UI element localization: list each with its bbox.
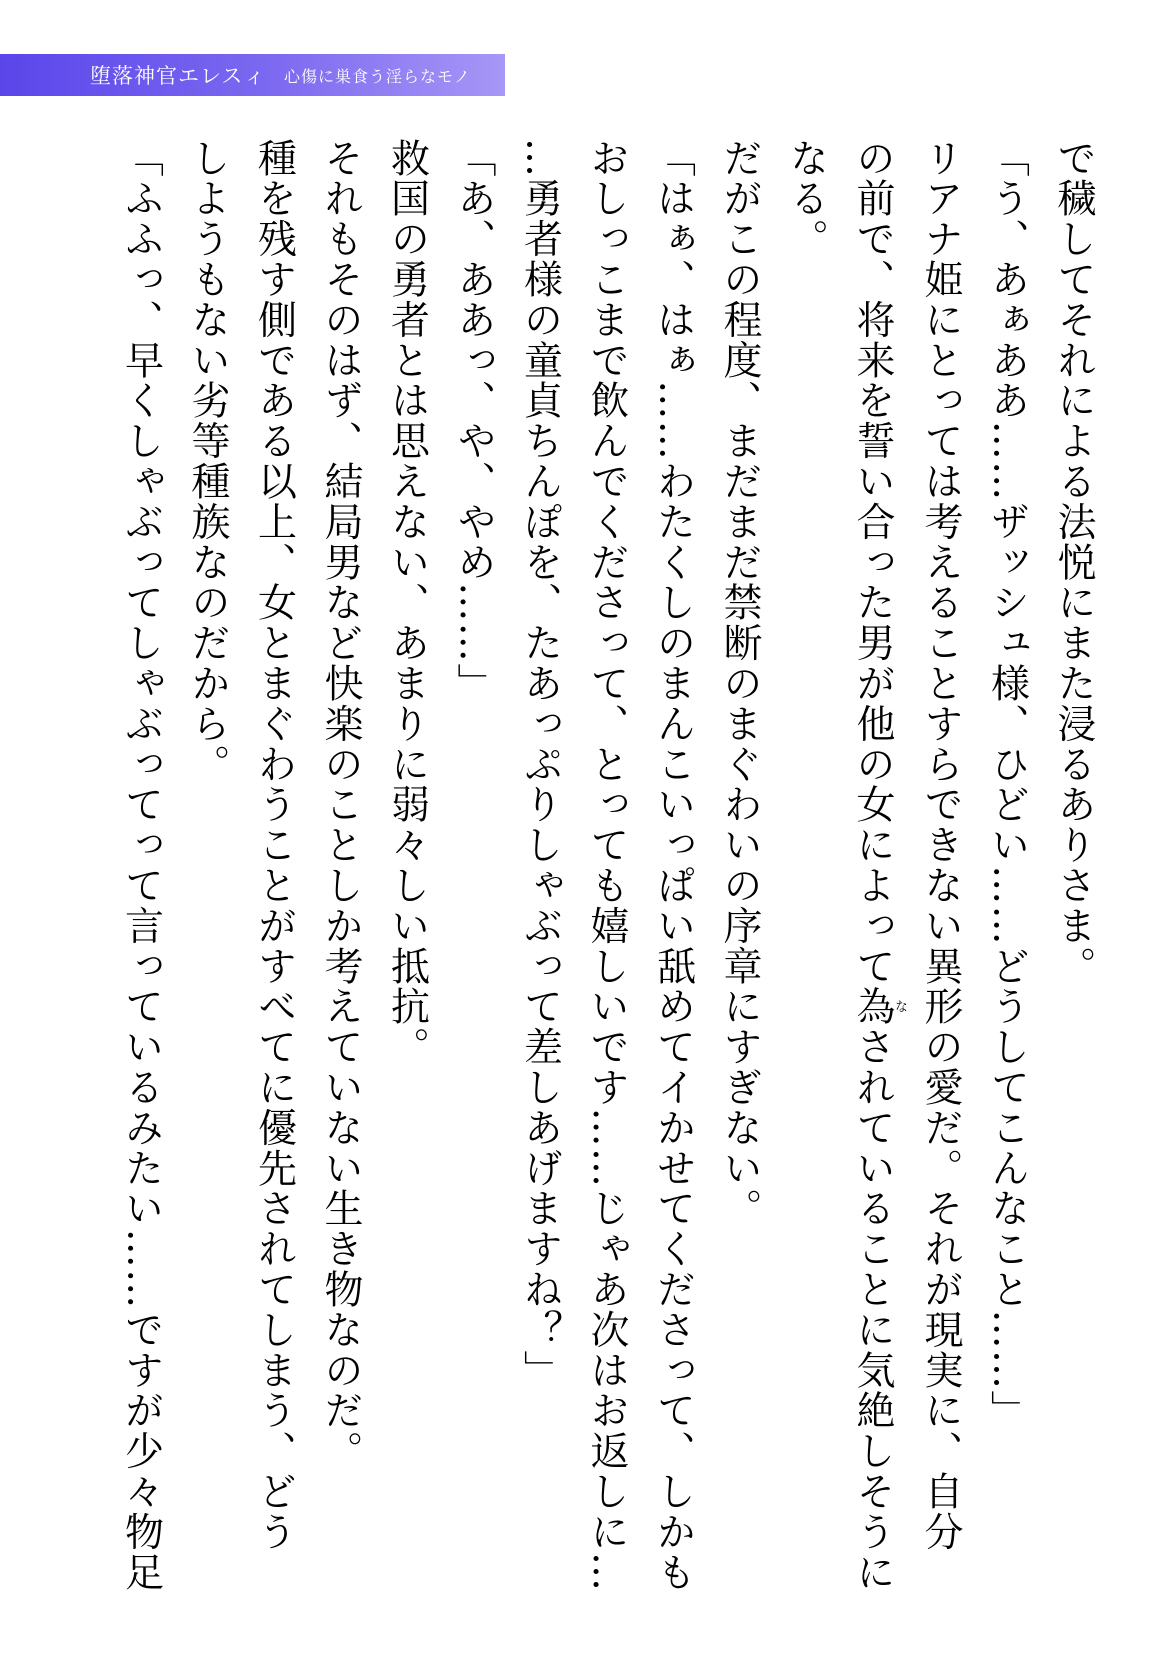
text-line: リアナ姫にとっては考えることすらできない異形の愛だ。それが現実に、自分 bbox=[918, 138, 963, 1552]
text-line: で穢してそれによる法悦にまた浸るありさま。 bbox=[1051, 138, 1096, 987]
text-line: 「ふふっ、早くしゃぶってしゃぶってって言っているみたい……ですが少々物足 bbox=[118, 138, 164, 1593]
text-line: それもそのはず、結局男など快楽のことしか考えていない生き物なのだ。 bbox=[318, 138, 363, 1472]
text-segment: されていることに気絶しそうに bbox=[850, 1026, 895, 1593]
book-title: 堕落神官エレスィ bbox=[90, 64, 266, 88]
chapter-title: 心傷に巣食う淫らなモノ bbox=[284, 66, 471, 86]
header-band bbox=[0, 54, 505, 96]
text-line: なる。 bbox=[783, 138, 829, 260]
text-line: …勇者様の童貞ちんぽを、たあっぷりしゃぶって差しあげますね？」 bbox=[517, 138, 563, 1391]
text-line: おしっこまで飲んでくださって、とっても嬉しいです……じゃあ次はお返しに… bbox=[584, 138, 629, 1593]
text-segment: の前で、将来を誓い合った男が他の女によって bbox=[850, 138, 895, 987]
text-line: しようもない劣等種族なのだから。 bbox=[185, 138, 230, 785]
ruby-annotation bbox=[850, 986, 907, 1027]
text-line: 「あ、ああっ、や、やめ……」 bbox=[451, 138, 496, 704]
text-line: 救国の勇者とは思えない、あまりに弱々しい抵抗。 bbox=[384, 138, 430, 1068]
vertical-body-text bbox=[107, 138, 1106, 1593]
text-line: 種を残す側である以上、女とまぐわうことがすべてに優先されてしまう、どう bbox=[251, 138, 297, 1552]
ruby-reading: な bbox=[892, 986, 907, 1027]
text-line-with-ruby bbox=[839, 138, 907, 1593]
text-line: だがこの程度、まだまだ禁断のまぐわいの序章にすぎない。 bbox=[717, 138, 762, 1229]
text-line: 「はぁ、はぁ……わたくしのまんこいっぱい舐めてイかせてくださって、しかも bbox=[650, 138, 696, 1593]
ruby-base: 為 bbox=[850, 986, 895, 1027]
text-line: 「う、あぁああ……ザッシュ様、ひどい……どうしてこんなこと……」 bbox=[984, 138, 1030, 1431]
